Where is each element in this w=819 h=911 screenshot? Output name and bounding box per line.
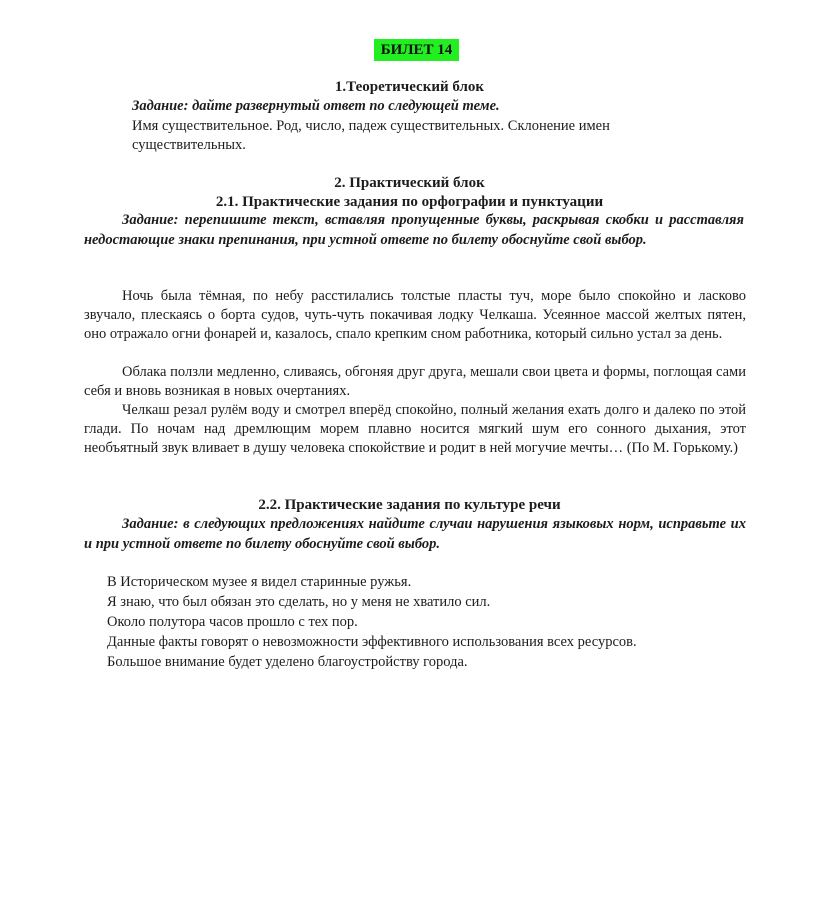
section2-title: 2. Практический блок	[334, 175, 485, 191]
subsection-2-2-task: Задание: в следующих предложениях найдите случаи нарушения языковых норм, исправьте их и при устной ответе по билету обоснуйте свой выбор.	[84, 516, 746, 552]
subsection-2-2-title: 2.2. Практические задания по культуре речи	[258, 497, 561, 513]
sentence-3: Около полутора часов прошло с тех пор.	[107, 614, 358, 630]
text-paragraph-2: Облака ползли медленно, сливаясь, обгоняя друг друга, мешали свои цвета и формы, поглощая сами себя и вновь возникая в новых очертаниях.	[84, 364, 746, 399]
sentence-1: В Историческом музее я видел старинные ружья.	[107, 574, 412, 590]
section1-text: Имя существительное. Род, число, падеж существительных. Склонение имен существительных.	[132, 118, 610, 153]
section1-title: 1.Теоретический блок	[334, 79, 485, 95]
section1-task: Задание: дайте развернутый ответ по следующей теме.	[132, 98, 500, 114]
sentence-2: Я знаю, что был обязан это сделать, но у меня не хватило сил.	[107, 594, 491, 610]
subsection-2-1-task: Задание: перепишите текст, вставляя пропущенные буквы, раскрывая скобки и расставляя недостающие знаки препинания, при устной ответе по билету обоснуйте свой выбор.	[84, 212, 744, 248]
sentence-4: Данные факты говорят о невозможности эффективного использования всех ресурсов.	[107, 634, 637, 650]
text-paragraph-1: Ночь была тёмная, по небу расстилались толстые пласты туч, море было спокойно и ласково звучало, плескаясь о борта судов, чуть-чуть покачивая лодку Челкаша. Усеянное массой желтых пятен, оно отражало огни фонарей и, казалось, спало крепким сном работника, который сильно устал за день.	[84, 288, 746, 342]
subsection-2-1-title: 2.1. Практические задания по орфографии и пунктуации	[215, 194, 604, 210]
ticket-number: БИЛЕТ 14	[374, 39, 459, 61]
text-paragraph-3: Челкаш резал рулём воду и смотрел вперёд спокойно, полный желания ехать долго и далеко по этой глади. По ночам над дремлющим морем плавно носится мягкий шум его сонного дыхания, этот необъятный звук вливает в душу человека спокойствие и родит в ней могучие мечты… (По М. Горькому.)	[84, 402, 746, 456]
sentence-5: Большое внимание будет уделено благоустройству города.	[107, 654, 468, 670]
